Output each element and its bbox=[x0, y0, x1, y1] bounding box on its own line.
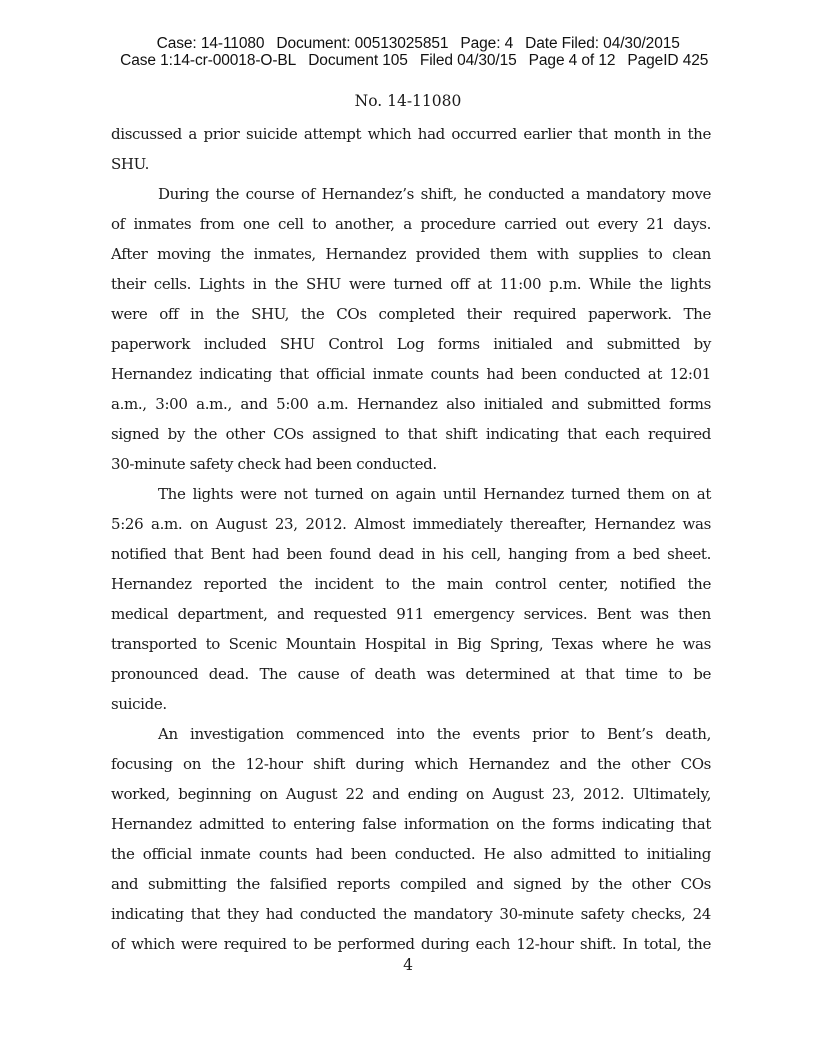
paragraph-line: pronounced dead. The cause of death was determined at that time to be bbox=[111, 665, 711, 683]
paragraph-line: suicide. bbox=[111, 695, 167, 713]
paragraph-line: An investigation commenced into the events prior to Bent’s death, bbox=[158, 725, 711, 743]
stamp-page-id: PageID 425 bbox=[627, 52, 709, 69]
paragraph-line: focusing on the 12-hour shift during which Hernandez and the other COs bbox=[111, 755, 711, 773]
paragraph-line: medical department, and requested 911 emergency services. Bent was then bbox=[111, 605, 711, 623]
court-filing-stamp-line-2 bbox=[2, 34, 816, 70]
stamp-district-document: Document 105 bbox=[308, 52, 408, 69]
paragraph-line: of inmates from one cell to another, a procedure carried out every 21 days. bbox=[111, 215, 711, 233]
paragraph-line: a.m., 3:00 a.m., and 5:00 a.m. Hernandez also initialed and submitted forms bbox=[111, 395, 711, 413]
paragraph-line: The lights were not turned on again until Hernandez turned them on at bbox=[158, 485, 711, 503]
paragraph-line: were off in the SHU, the COs completed their required paperwork. The bbox=[111, 305, 711, 323]
paragraph-line: notified that Bent had been found dead in his cell, hanging from a bed sheet. bbox=[111, 545, 711, 563]
docket-number: No. 14-11080 bbox=[354, 92, 462, 110]
paragraph bbox=[111, 119, 711, 179]
paragraph bbox=[111, 179, 711, 479]
paragraph bbox=[111, 479, 711, 719]
stamp-filed-date: Filed 04/30/15 bbox=[419, 52, 517, 69]
paragraph-line: After moving the inmates, Hernandez provided them with supplies to clean bbox=[111, 245, 711, 263]
paragraph-line: signed by the other COs assigned to that shift indicating that each required bbox=[111, 425, 711, 443]
paragraph-line: indicating that they had conducted the mandatory 30-minute safety checks, 24 bbox=[111, 905, 711, 923]
stamp-document-number: Document: 00513025851 bbox=[276, 35, 449, 52]
document-body bbox=[111, 119, 711, 959]
paragraph-line: worked, beginning on August 22 and ending on August 23, 2012. Ultimately, bbox=[111, 785, 711, 803]
stamp-page-of: Page 4 of 12 bbox=[528, 52, 616, 69]
paragraph-line: of which were required to be performed during each 12-hour shift. In total, the bbox=[111, 935, 711, 953]
paragraph-line: their cells. Lights in the SHU were turned off at 11:00 p.m. While the lights bbox=[111, 275, 711, 293]
paragraph-line: 5:26 a.m. on August 23, 2012. Almost immediately thereafter, Hernandez was bbox=[111, 515, 711, 533]
stamp-district-case: Case 1:14-cr-00018-O-BL bbox=[120, 52, 297, 69]
paragraph-line: SHU. bbox=[111, 155, 149, 173]
paragraph-line: the official inmate counts had been conducted. He also admitted to initialing bbox=[111, 845, 711, 863]
paragraph-line: During the course of Hernandez’s shift, he conducted a mandatory move bbox=[158, 185, 711, 203]
paragraph-line: 30-minute safety check had been conducted. bbox=[111, 455, 437, 473]
stamp-date-filed: Date Filed: 04/30/2015 bbox=[525, 35, 680, 52]
paragraph-line: Hernandez reported the incident to the main control center, notified the bbox=[111, 575, 711, 593]
paragraph-line: discussed a prior suicide attempt which had occurred earlier that month in the bbox=[111, 125, 711, 143]
paragraph-line: Hernandez indicating that official inmate counts had been conducted at 12:01 bbox=[111, 365, 711, 383]
page-number: 4 bbox=[403, 956, 413, 974]
stamp-page: Page: 4 bbox=[460, 35, 514, 52]
paragraph-line: and submitting the falsified reports compiled and signed by the other COs bbox=[111, 875, 711, 893]
paragraph bbox=[111, 719, 711, 959]
paragraph-line: Hernandez admitted to entering false information on the forms indicating that bbox=[111, 815, 711, 833]
paragraph-line: paperwork included SHU Control Log forms initialed and submitted by bbox=[111, 335, 711, 353]
paragraph-line: transported to Scenic Mountain Hospital in Big Spring, Texas where he was bbox=[111, 635, 711, 653]
stamp-case-number: Case: 14-11080 bbox=[156, 35, 265, 52]
